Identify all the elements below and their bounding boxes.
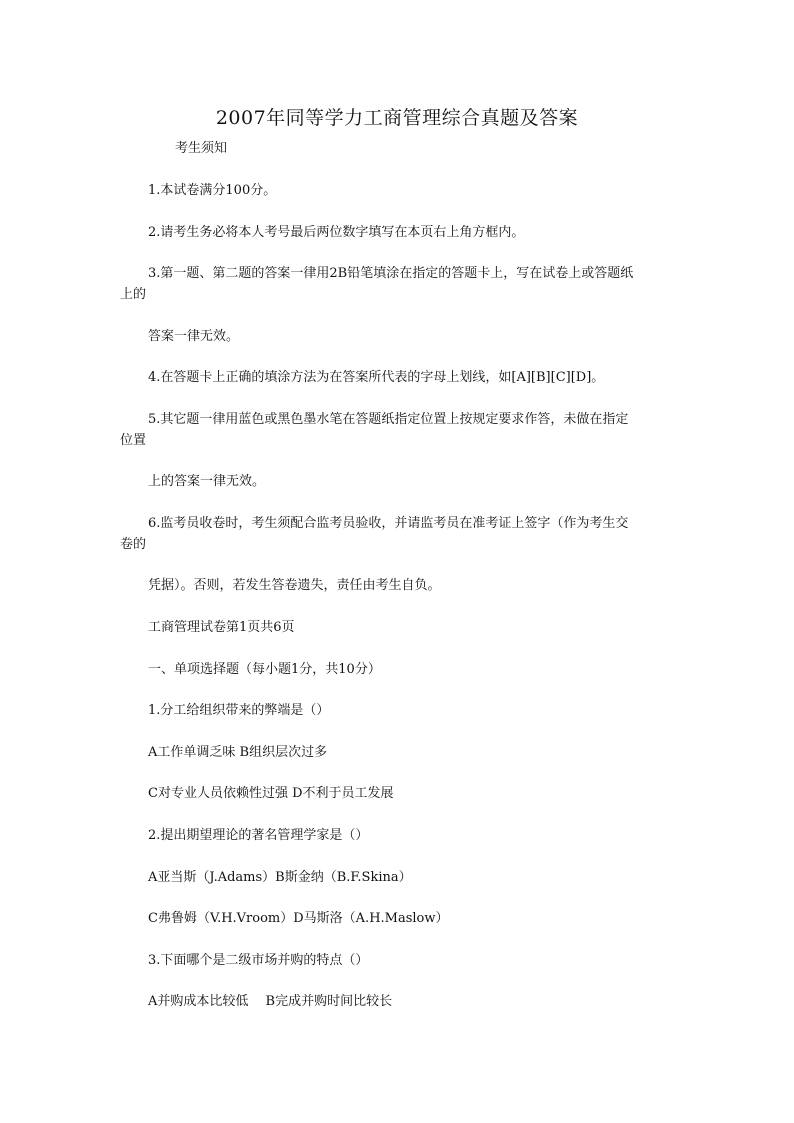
notice-item-1: 1.本试卷满分100分。	[148, 183, 277, 198]
notice-item-5-wrap: 位置	[120, 433, 147, 448]
question-2-options-cd: C弗鲁姆（V.H.Vroom）D马斯洛（A.H.Maslow）	[148, 911, 449, 926]
notice-item-3-cont: 答案一律无效。	[148, 329, 240, 344]
notice-item-6-cont: 凭据）。否则，若发生答卷遗失，责任由考生自负。	[148, 578, 441, 593]
notice-item-5-cont: 上的答案一律无效。	[148, 474, 266, 489]
question-1: 1.分工给组织带来的弊端是（）	[148, 703, 330, 718]
question-2-options-ab: A亚当斯（J.Adams）B斯金纳（B.F.Skina）	[148, 870, 412, 885]
page-footer-note: 工商管理试卷第1页共6页	[148, 620, 295, 635]
section-heading: 一、单项选择题（每小题1分，共10分）	[148, 662, 381, 677]
notice-heading: 考生须知	[175, 141, 228, 156]
question-2: 2.提出期望理论的著名管理学家是（）	[148, 828, 369, 843]
notice-item-6-wrap: 卷的	[120, 537, 147, 552]
question-1-options-ab: A工作单调乏味 B组织层次过多	[148, 745, 328, 760]
notice-item-4: 4.在答题卡上正确的填涂方法为在答案所代表的字母上划线，如[A][B][C][D]。	[148, 370, 605, 385]
question-3: 3.下面哪个是二级市场并购的特点（）	[148, 953, 369, 968]
document-title: 2007年同等学力工商管理综合真题及答案	[215, 107, 579, 129]
notice-item-6: 6.监考员收卷时，考生须配合监考员验收，并请监考员在准考证上签字（作为考生交	[148, 516, 629, 531]
question-1-options-cd: C对专业人员依赖性过强 D不利于员工发展	[148, 786, 394, 801]
notice-item-2: 2.请考生务必将本人考号最后两位数字填写在本页右上角方框内。	[148, 225, 525, 240]
notice-item-5: 5.其它题一律用蓝色或黑色墨水笔在答题纸指定位置上按规定要求作答，未做在指定	[148, 412, 629, 427]
question-3-options-ab: A并购成本比较低 B完成并购时间比较长	[148, 994, 393, 1009]
notice-item-3-wrap: 上的	[120, 287, 147, 302]
notice-item-3: 3.第一题、第二题的答案一律用2B铅笔填涂在指定的答题卡上，写在试卷上或答题纸	[148, 266, 634, 281]
